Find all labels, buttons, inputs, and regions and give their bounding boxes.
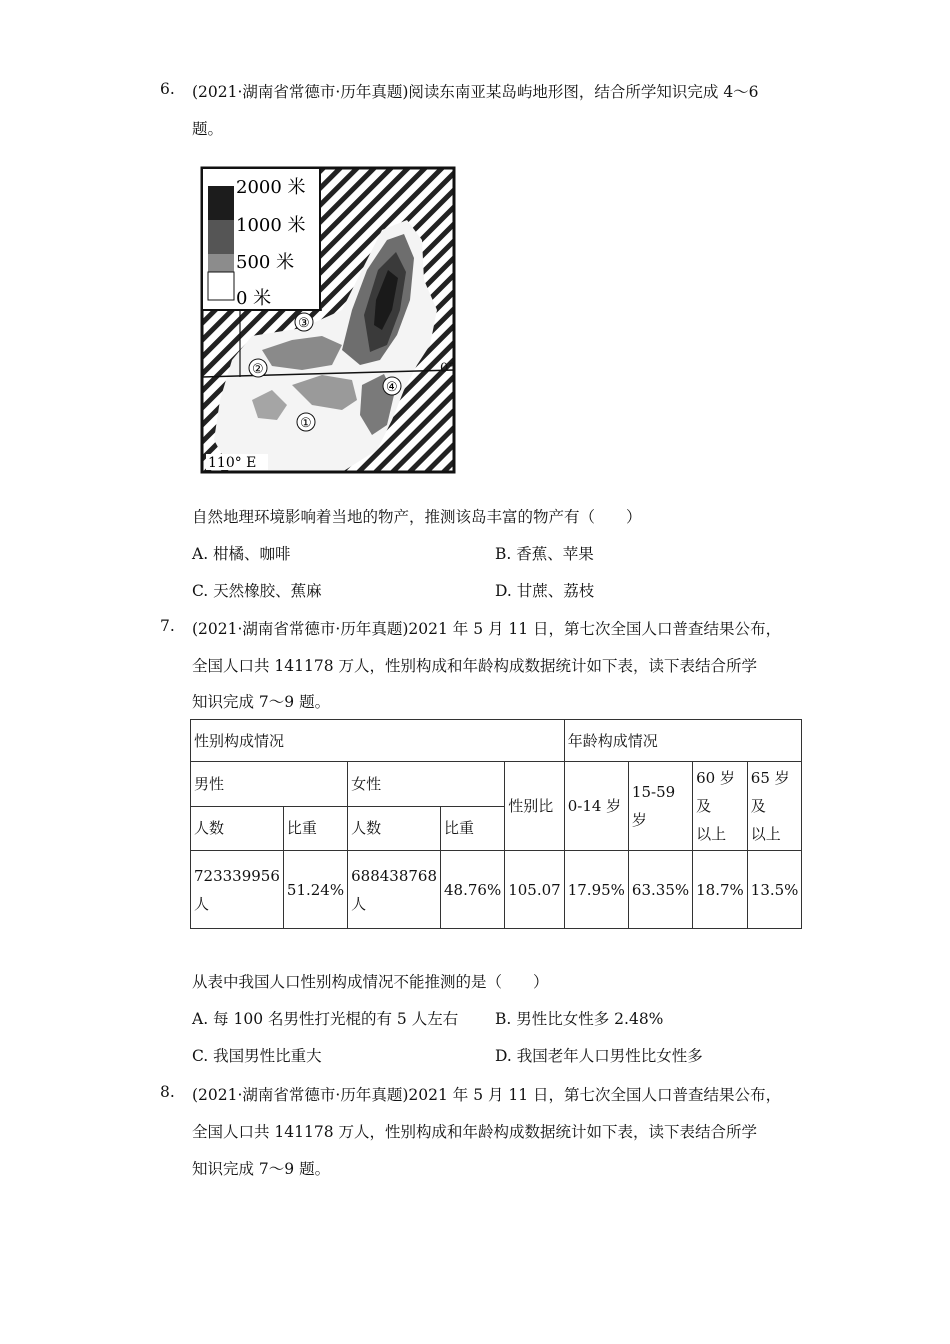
question-7-text-line2: 全国人口共 141178 万人，性别构成和年龄构成数据统计如下表，读下表结合所学: [192, 657, 758, 675]
legend-label-2000: 2000 米: [236, 177, 306, 198]
cell-age-65-plus: 13.5%: [747, 851, 802, 929]
region-label-2: ②: [252, 362, 264, 377]
question-6-option-a[interactable]: A. 柑橘、咖啡: [192, 545, 291, 563]
question-6-stem: 自然地理环境影响着当地的物产，推测该岛丰富的物产有（ ）: [192, 508, 642, 526]
legend-label-1000: 1000 米: [236, 215, 306, 236]
header-sex-ratio: 性别比: [505, 762, 565, 851]
region-label-3: ③: [298, 316, 310, 331]
question-6-text-line2: 题。: [192, 120, 224, 138]
question-8-number: 8.: [160, 1083, 175, 1101]
header-age-0-14: 0-14 岁: [564, 762, 628, 851]
question-8-text-line2: 全国人口共 141178 万人，性别构成和年龄构成数据统计如下表，读下表结合所学: [192, 1123, 758, 1141]
question-7-text-line3: 知识完成 7～9 题。: [192, 693, 331, 711]
legend-label-0: 0 米: [236, 288, 272, 309]
region-label-1: ①: [300, 416, 312, 431]
header-female: 女性: [348, 762, 505, 807]
question-7-stem: 从表中我国人口性别构成情况不能推测的是（ ）: [192, 973, 549, 991]
question-6-option-b[interactable]: B. 香蕉、苹果: [495, 545, 594, 563]
header-age-15-59: 15-59 岁: [628, 762, 692, 851]
cell-male-share: 51.24%: [283, 851, 347, 929]
longitude-label: 110° E: [208, 455, 257, 471]
header-age-65-plus: 65 岁及 以上: [747, 762, 802, 851]
question-7-option-c[interactable]: C. 我国男性比重大: [192, 1047, 322, 1065]
header-female-share: 比重: [441, 806, 505, 851]
header-male-share: 比重: [283, 806, 347, 851]
legend-swatch-1000: [208, 220, 234, 254]
cell-female-count: 688438768 人: [348, 851, 441, 929]
legend-swatch-2000: [208, 186, 234, 220]
question-7-number: 7.: [160, 617, 175, 635]
question-7-option-d[interactable]: D. 我国老年人口男性比女性多: [495, 1047, 703, 1065]
question-8-text-line3: 知识完成 7～9 题。: [192, 1160, 331, 1178]
cell-age-15-59: 63.35%: [628, 851, 692, 929]
header-male-count: 人数: [191, 806, 284, 851]
question-6-option-c[interactable]: C. 天然橡胶、蕉麻: [192, 582, 322, 600]
question-6-number: 6.: [160, 80, 175, 98]
cell-age-60-plus: 18.7%: [693, 851, 748, 929]
legend-label-500: 500 米: [236, 252, 295, 273]
cell-female-share: 48.76%: [441, 851, 505, 929]
question-6-option-d[interactable]: D. 甘蔗、荔枝: [495, 582, 595, 600]
question-7-option-a[interactable]: A. 每 100 名男性打光棍的有 5 人左右: [192, 1010, 459, 1028]
cell-male-count: 723339956 人: [191, 851, 284, 929]
latitude-label: 0°: [440, 361, 455, 376]
cell-sex-ratio: 105.07: [505, 851, 565, 929]
question-6-text-line1: (2021·湖南省常德市·历年真题)阅读东南亚某岛屿地形图，结合所学知识完成 4～6: [192, 83, 759, 101]
cell-age-0-14: 17.95%: [564, 851, 628, 929]
header-female-count: 人数: [348, 806, 441, 851]
header-male: 男性: [191, 762, 348, 807]
population-table: [190, 719, 802, 929]
legend-swatch-500: [208, 254, 234, 272]
question-8-text-line1: (2021·湖南省常德市·历年真题)2021 年 5 月 11 日，第七次全国人口普查结果公布，: [192, 1086, 782, 1104]
legend-swatch-0: [208, 272, 234, 300]
header-age-60-plus: 60 岁及 以上: [693, 762, 748, 851]
header-age: 年龄构成情况: [564, 720, 802, 762]
question-7-text-line1: (2021·湖南省常德市·历年真题)2021 年 5 月 11 日，第七次全国人口普查结果公布，: [192, 620, 782, 638]
region-label-4: ④: [386, 380, 398, 395]
island-terrain-map: [192, 160, 464, 480]
question-7-option-b[interactable]: B. 男性比女性多 2.48%: [495, 1010, 664, 1028]
header-gender: 性别构成情况: [191, 720, 565, 762]
